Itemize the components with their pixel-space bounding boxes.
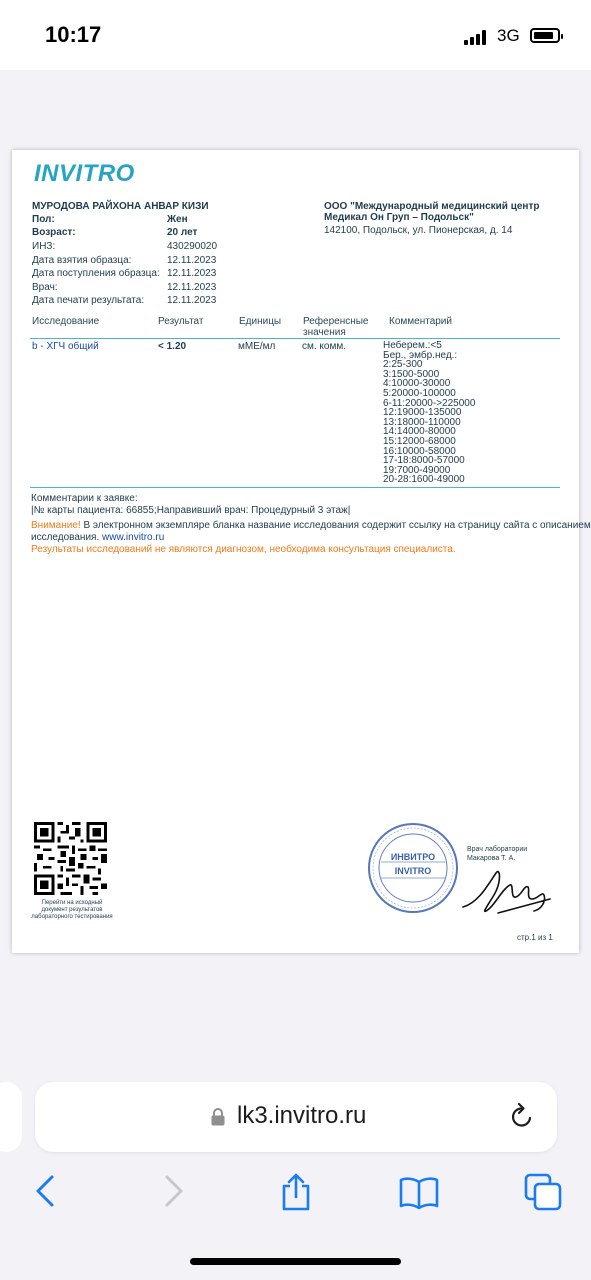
header-ref-line2: значения bbox=[303, 327, 346, 338]
comment-line: Бер., эмбр.нед.: bbox=[383, 349, 458, 361]
field-value-print-date: 12.11.2023 bbox=[167, 295, 217, 306]
warning-line2 bbox=[31, 532, 164, 543]
signature-icon bbox=[458, 855, 553, 925]
comment-line: 4:10000-30000 bbox=[383, 378, 451, 390]
field-value-doctor: 12.11.2023 bbox=[167, 282, 217, 293]
result-value: < 1.20 bbox=[158, 341, 187, 352]
qr-caption bbox=[30, 900, 114, 921]
header-units: Единицы bbox=[239, 316, 282, 327]
lab-report-document bbox=[12, 150, 591, 953]
field-label-sample-date: Дата взятия образца: bbox=[32, 255, 132, 266]
header-ref bbox=[303, 316, 369, 338]
comment-line: 13:18000-110000 bbox=[383, 416, 461, 428]
home-indicator bbox=[190, 1258, 401, 1265]
header-comment: Комментарий bbox=[389, 316, 452, 327]
field-value-sex: Жен bbox=[167, 214, 188, 225]
field-label-receipt-date: Дата поступления образца: bbox=[32, 268, 160, 279]
comment-line: 17-18:8000-57000 bbox=[383, 455, 465, 467]
comment-line: 15:12000-68000 bbox=[383, 435, 456, 447]
reload-icon[interactable] bbox=[509, 1102, 535, 1130]
result-ref: см. комм. bbox=[302, 341, 347, 352]
table-divider-top bbox=[30, 338, 560, 339]
back-icon[interactable] bbox=[26, 1172, 66, 1212]
stamp-text-top: ИНВИТРО bbox=[390, 852, 436, 862]
org-name-line1: ООО "Международный медицинский центр bbox=[324, 201, 540, 212]
stamp-text-bottom: INVITRO bbox=[394, 866, 432, 876]
field-value-sample-date: 12.11.2023 bbox=[167, 255, 217, 266]
bookmarks-icon[interactable] bbox=[399, 1172, 439, 1212]
qr-caption-line: лабораторного тестирования bbox=[31, 914, 113, 920]
address-bar[interactable] bbox=[35, 1082, 557, 1152]
invitro-site-link[interactable]: www.invitro.ru bbox=[102, 532, 165, 543]
comment-line: 20-28:1600-49000 bbox=[383, 474, 465, 486]
order-comment-text: |№ карты пациента: 66855;Направивший врач: Процедурный 3 этаж| bbox=[31, 505, 351, 516]
signer-name: Макарова Т. А. bbox=[467, 855, 516, 862]
warning-text-cont: исследования. bbox=[31, 532, 103, 543]
warning-text: В электронном экземпляре бланка название исследования содержит ссылку на страницу сайта с описанием bbox=[80, 520, 591, 531]
header-ref-line1: Референсные bbox=[303, 316, 369, 327]
forward-icon[interactable] bbox=[153, 1172, 193, 1212]
comment-line: Неберем.:<5 bbox=[383, 340, 442, 351]
network-type: 3G bbox=[497, 26, 520, 45]
field-value-receipt-date: 12.11.2023 bbox=[167, 268, 217, 279]
comment-line: 2:25-300 bbox=[383, 359, 423, 371]
result-units: мМЕ/мл bbox=[238, 341, 276, 352]
previous-tab-card[interactable] bbox=[0, 1082, 22, 1152]
field-label-age: Возраст: bbox=[32, 227, 76, 238]
field-label-print-date: Дата печати результата: bbox=[32, 295, 145, 306]
field-label-doctor: Врач: bbox=[32, 282, 58, 293]
comment-line: 6-11:20000->225000 bbox=[383, 397, 476, 409]
comment-line: 12:19000-135000 bbox=[383, 407, 462, 419]
comment-line: 16:10000-58000 bbox=[383, 445, 456, 457]
tabs-icon[interactable] bbox=[523, 1172, 563, 1212]
comment-line: 3:1500-5000 bbox=[383, 368, 440, 380]
org-address: 142100, Подольск, ул. Пионерская, д. 14 bbox=[324, 225, 513, 236]
url-text[interactable]: lk3.invitro.ru bbox=[237, 1102, 367, 1129]
field-value-inz: 430290020 bbox=[167, 241, 218, 252]
header-result: Результат bbox=[158, 316, 204, 327]
qr-caption-line: документ результатов bbox=[41, 907, 103, 913]
org-name-line2: Медикал Он Груп – Подольск" bbox=[324, 212, 474, 223]
warning-label: Внимание! bbox=[31, 520, 81, 531]
disclaimer: Результаты исследований не являются диагнозом, необходима консультация специалиста. bbox=[31, 544, 456, 555]
field-label-inz: ИНЗ: bbox=[32, 241, 56, 252]
status-bar bbox=[0, 0, 591, 70]
warning-line1 bbox=[31, 520, 591, 531]
reference-comment-list bbox=[383, 341, 475, 485]
comment-line: 14:14000-80000 bbox=[383, 426, 456, 438]
share-icon[interactable] bbox=[276, 1172, 316, 1212]
invitro-logo: INVITRO bbox=[34, 160, 135, 187]
header-test: Исследование bbox=[32, 316, 100, 327]
test-link-hcg[interactable]: b - ХГЧ общий bbox=[32, 341, 99, 352]
signer-title: Врач лаборатории bbox=[467, 846, 528, 853]
cellular-signal-icon bbox=[464, 29, 490, 45]
field-label-sex: Пол: bbox=[32, 214, 55, 225]
comment-line: 19:7000-49000 bbox=[383, 464, 451, 476]
order-comment-title: Комментарии к заявке: bbox=[31, 493, 138, 504]
comment-line: 5:20000-100000 bbox=[383, 387, 456, 399]
laboratory-stamp-icon bbox=[367, 822, 459, 914]
qr-caption-line: Перейти на исходный bbox=[41, 900, 103, 906]
lock-icon bbox=[210, 1107, 226, 1127]
field-value-age: 20 лет bbox=[167, 227, 198, 238]
qr-code-icon[interactable] bbox=[34, 822, 107, 895]
page-number: стр.1 из 1 bbox=[517, 933, 553, 942]
status-time: 10:17 bbox=[45, 22, 102, 47]
patient-name: МУРОДОВА РАЙХОНА АНВАР КИЗИ bbox=[32, 201, 209, 212]
table-divider-bottom bbox=[30, 487, 560, 488]
battery-icon bbox=[530, 28, 560, 43]
